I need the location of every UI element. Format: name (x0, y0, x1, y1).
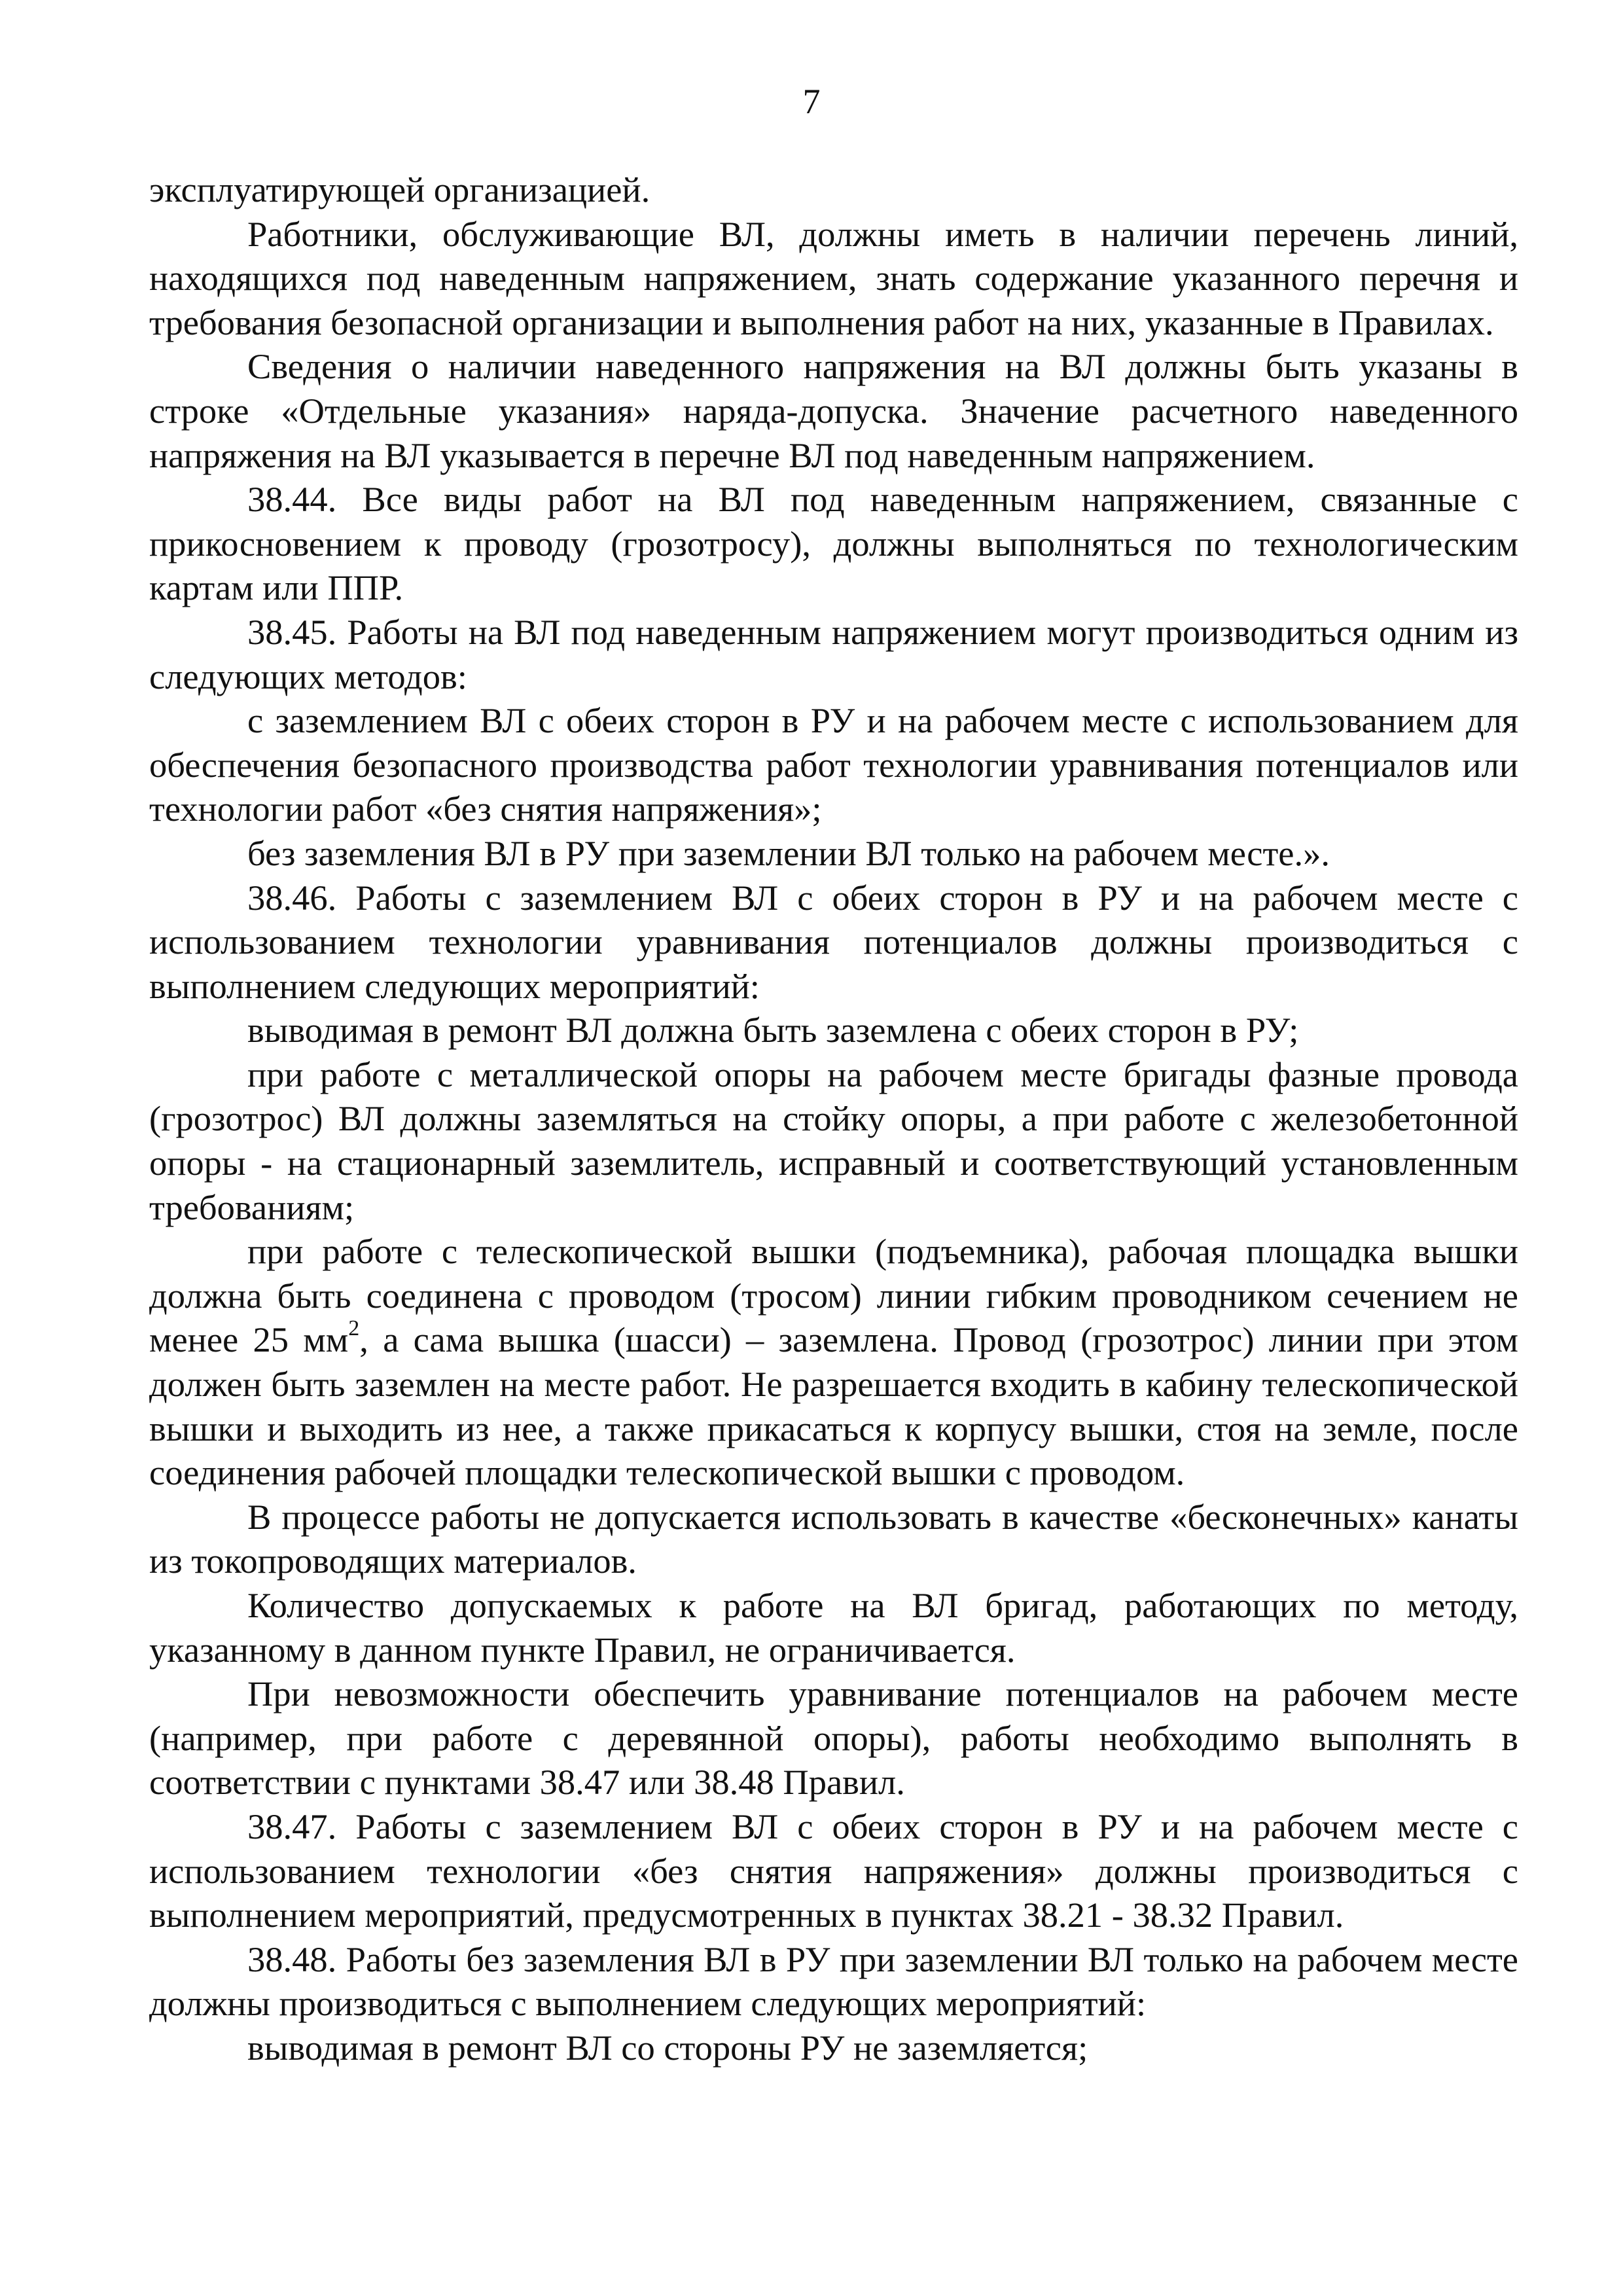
paragraph: Сведения о наличии наведенного напряжения на ВЛ должны быть указаны в строке «Отдельные указания» наряда-допуска. Значение расчетного наведенного напряжения на ВЛ указывается в перечне ВЛ под наведенным напряжением. (149, 346, 1518, 475)
paragraph: выводимая в ремонт ВЛ должна быть заземлена с обеих сторон в РУ; (247, 1010, 1299, 1050)
paragraph-text: при работе с телескопической вышки (подъемника), рабочая площадка вышки должна быть соединена с проводом (тросом) линии гибким проводником сечением не менее 25 мм (149, 1231, 1518, 1360)
paragraph: выводимая в ремонт ВЛ со стороны РУ не заземляется; (247, 2027, 1088, 2068)
document-body (149, 168, 1518, 2070)
paragraph (149, 1229, 1518, 1495)
paragraph: Количество допускаемых к работе на ВЛ бригад, работающих по методу, указанному в данном пункте Правил, не ограничивается. (149, 1585, 1518, 1670)
paragraph: Работники, обслуживающие ВЛ, должны иметь в наличии перечень линий, находящихся под наведенным напряжением, знать содержание указанного перечня и требования безопасной организации и выполнения работ на них, указанные в Правилах. (149, 213, 1518, 342)
superscript: 2 (348, 1316, 360, 1341)
paragraph: 38.47. Работы с заземлением ВЛ с обеих сторон в РУ и на рабочем месте с использованием технологии «без снятия напряжения» должны производиться с выполнением мероприятий, предусмотренных в пунктах 38.21 - 38.32 Правил. (149, 1806, 1518, 1935)
paragraph: без заземления ВЛ в РУ при заземлении ВЛ только на рабочем месте.». (247, 833, 1330, 873)
page-number: 7 (802, 82, 821, 121)
paragraph: 38.45. Работы на ВЛ под наведенным напряжением могут производиться одним из следующих методов: (149, 611, 1518, 696)
paragraph: 38.44. Все виды работ на ВЛ под наведенным напряжением, связанные с прикосновением к проводу (грозотросу), должны выполняться по технологическим картам или ППР. (149, 479, 1518, 608)
paragraph: В процессе работы не допускается использовать в качестве «бесконечных» канаты из токопроводящих материалов. (149, 1496, 1518, 1581)
paragraph: При невозможности обеспечить уравнивание потенциалов на рабочем месте (например, при работе с деревянной опоры), работы необходимо выполнять в соответствии с пунктами 38.47 или 38.48 Правил. (149, 1674, 1518, 1803)
paragraph: эксплуатирующей организацией. (149, 170, 651, 209)
paragraph: 38.48. Работы без заземления ВЛ в РУ при заземлении ВЛ только на рабочем месте должны производиться с выполнением следующих мероприятий: (149, 1939, 1518, 2024)
paragraph: при работе с металлической опоры на рабочем месте бригады фазные провода (грозотрос) ВЛ должны заземляться на стойку опоры, а при работе с железобетонной опоры - на стационарный заземлитель, исправный и соответствующий установленным требованиям; (149, 1054, 1518, 1227)
paragraph: 38.46. Работы с заземлением ВЛ с обеих сторон в РУ и на рабочем месте с использованием технологии уравнивания потенциалов должны производиться с выполнением следующих мероприятий: (149, 877, 1518, 1006)
paragraph-text: , а сама вышка (шасси) – заземлена. Провод (грозотрос) линии при этом должен быть заземлен на месте работ. Не разрешается входить в кабину телескопической вышки и выходить из нее, а также прикасаться к корпусу вышки, стоя на земле, после соединения рабочей площадки телескопической вышки с проводом. (149, 1319, 1518, 1493)
paragraph: с заземлением ВЛ с обеих сторон в РУ и на рабочем месте с использованием для обеспечения безопасного производства работ технологии уравнивания потенциалов или технологии работ «без снятия напряжения»; (149, 700, 1518, 829)
